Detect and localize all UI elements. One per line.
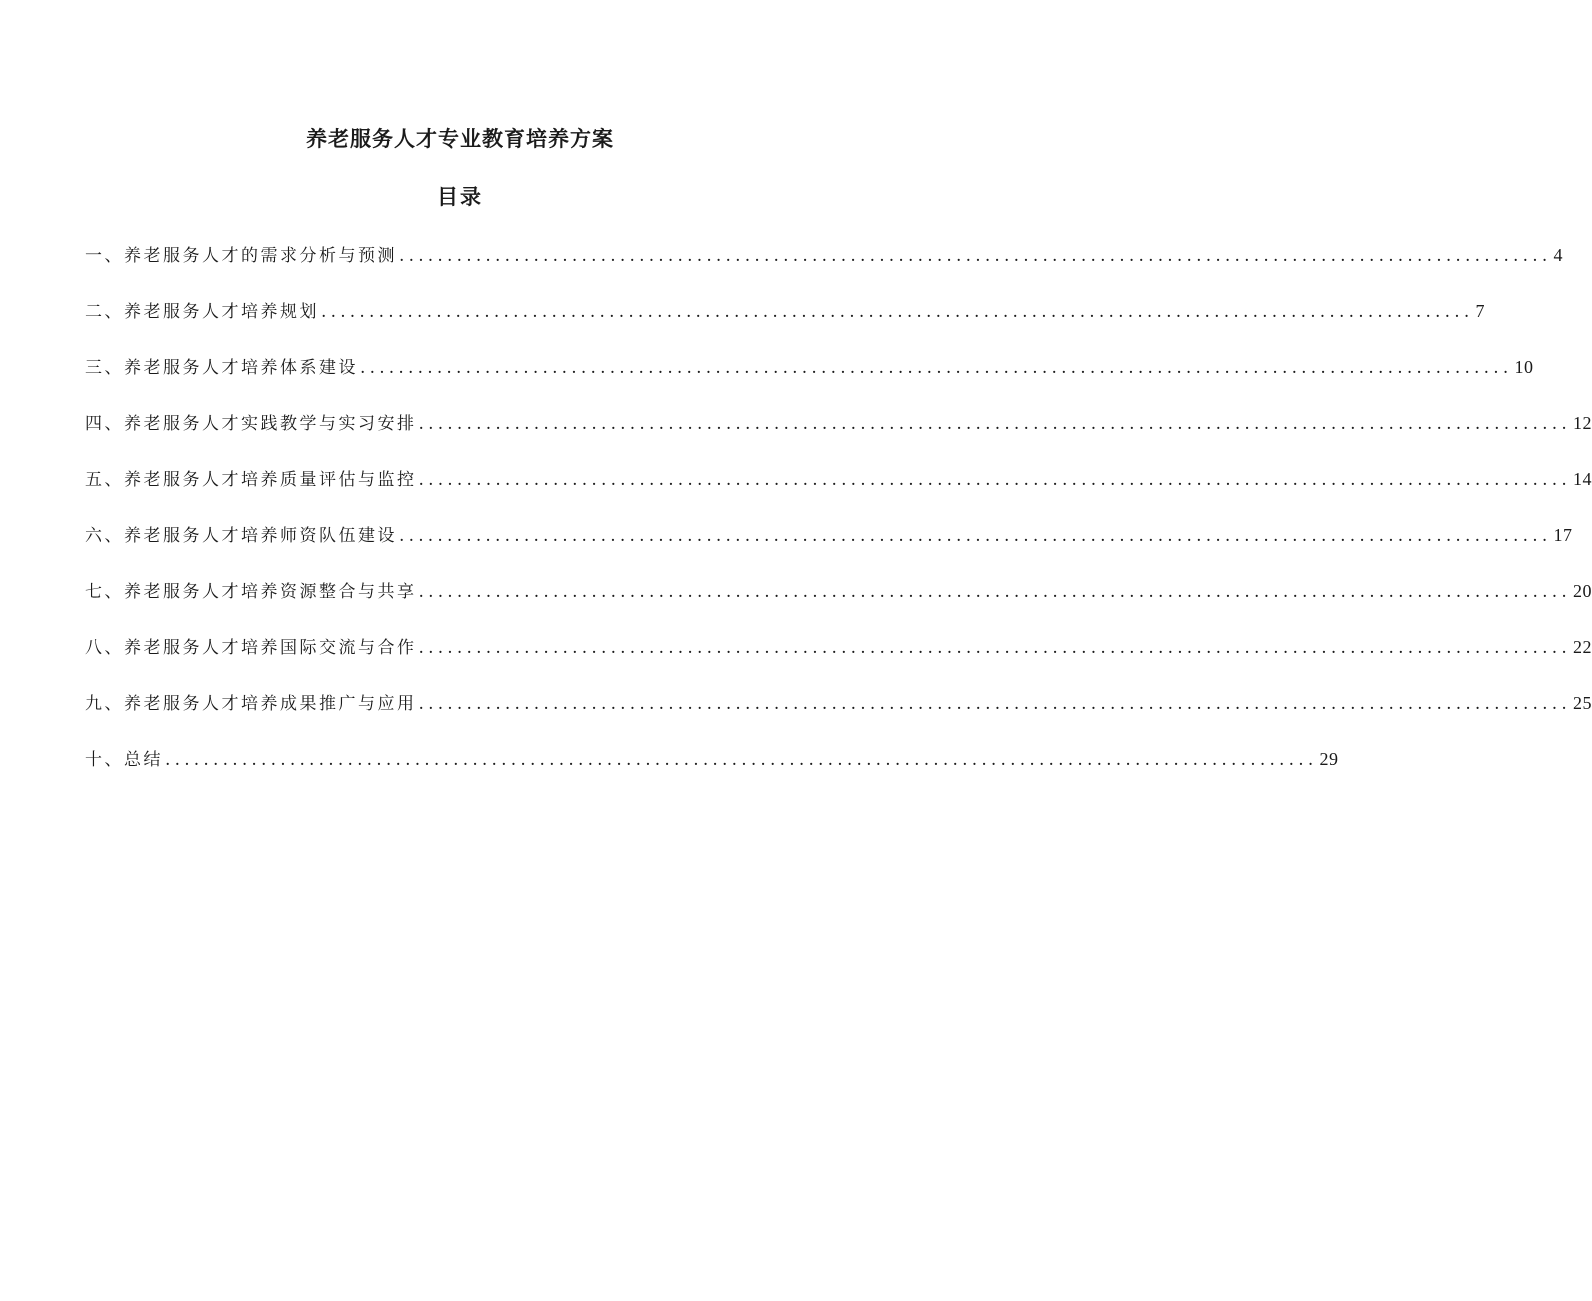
toc-entry-label: 十、总结 xyxy=(85,750,163,770)
toc-entry[interactable] xyxy=(85,518,1573,574)
toc-entry-label: 五、养老服务人才培养质量评估与监控 xyxy=(85,470,417,490)
toc-entry-label: 二、养老服务人才培养规划 xyxy=(85,302,319,322)
toc-entry[interactable] xyxy=(85,574,1592,630)
toc-dot-leader: ........................................................................................................................ xyxy=(321,302,1474,322)
toc-entry[interactable] xyxy=(85,742,1339,798)
toc-entry-page: 10 xyxy=(1514,357,1534,377)
toc-entry-page: 20 xyxy=(1572,581,1592,601)
toc-dot-leader: ........................................................................................................................ xyxy=(360,358,1513,378)
toc-entry-page: 4 xyxy=(1553,245,1563,265)
toc-entry[interactable] xyxy=(85,686,1592,742)
toc-entry-page: 29 xyxy=(1319,749,1339,769)
toc-entry-label: 一、养老服务人才的需求分析与预测 xyxy=(85,246,397,266)
toc-entry-page: 22 xyxy=(1572,637,1592,657)
toc-dot-leader: ........................................................................................................................ xyxy=(418,470,1571,490)
toc-entry-label: 七、养老服务人才培养资源整合与共享 xyxy=(85,582,417,602)
toc-heading: 目录 xyxy=(437,184,483,209)
toc-dot-leader: ........................................................................................................................ xyxy=(165,750,1318,770)
toc-entry-page: 14 xyxy=(1572,469,1592,489)
toc-entry[interactable] xyxy=(85,294,1485,350)
toc-entry-page: 17 xyxy=(1553,525,1573,545)
toc-entry-page: 25 xyxy=(1572,693,1592,713)
toc-entry[interactable] xyxy=(85,630,1592,686)
toc-entry-label: 九、养老服务人才培养成果推广与应用 xyxy=(85,694,417,714)
toc-entry-page: 12 xyxy=(1572,413,1592,433)
toc-dot-leader: ........................................................................................................................ xyxy=(399,526,1552,546)
toc-entry-label: 四、养老服务人才实践教学与实习安排 xyxy=(85,414,417,434)
toc-entry[interactable] xyxy=(85,350,1534,406)
toc-entry-label: 八、养老服务人才培养国际交流与合作 xyxy=(85,638,417,658)
toc-entry[interactable] xyxy=(85,406,1592,462)
toc-entry-label: 六、养老服务人才培养师资队伍建设 xyxy=(85,526,397,546)
document-title: 养老服务人才专业教育培养方案 xyxy=(306,126,614,151)
toc-dot-leader: ........................................................................................................................ xyxy=(399,246,1552,266)
toc-entry-page: 7 xyxy=(1475,301,1485,321)
toc-entry[interactable] xyxy=(85,462,1592,518)
table-of-contents xyxy=(85,238,1592,798)
toc-dot-leader: ........................................................................................................................ xyxy=(418,638,1571,658)
toc-dot-leader: ........................................................................................................................ xyxy=(418,414,1571,434)
toc-entry[interactable] xyxy=(85,238,1563,294)
toc-dot-leader: ........................................................................................................................ xyxy=(418,694,1571,714)
toc-entry-label: 三、养老服务人才培养体系建设 xyxy=(85,358,358,378)
toc-dot-leader: ........................................................................................................................ xyxy=(418,582,1571,602)
